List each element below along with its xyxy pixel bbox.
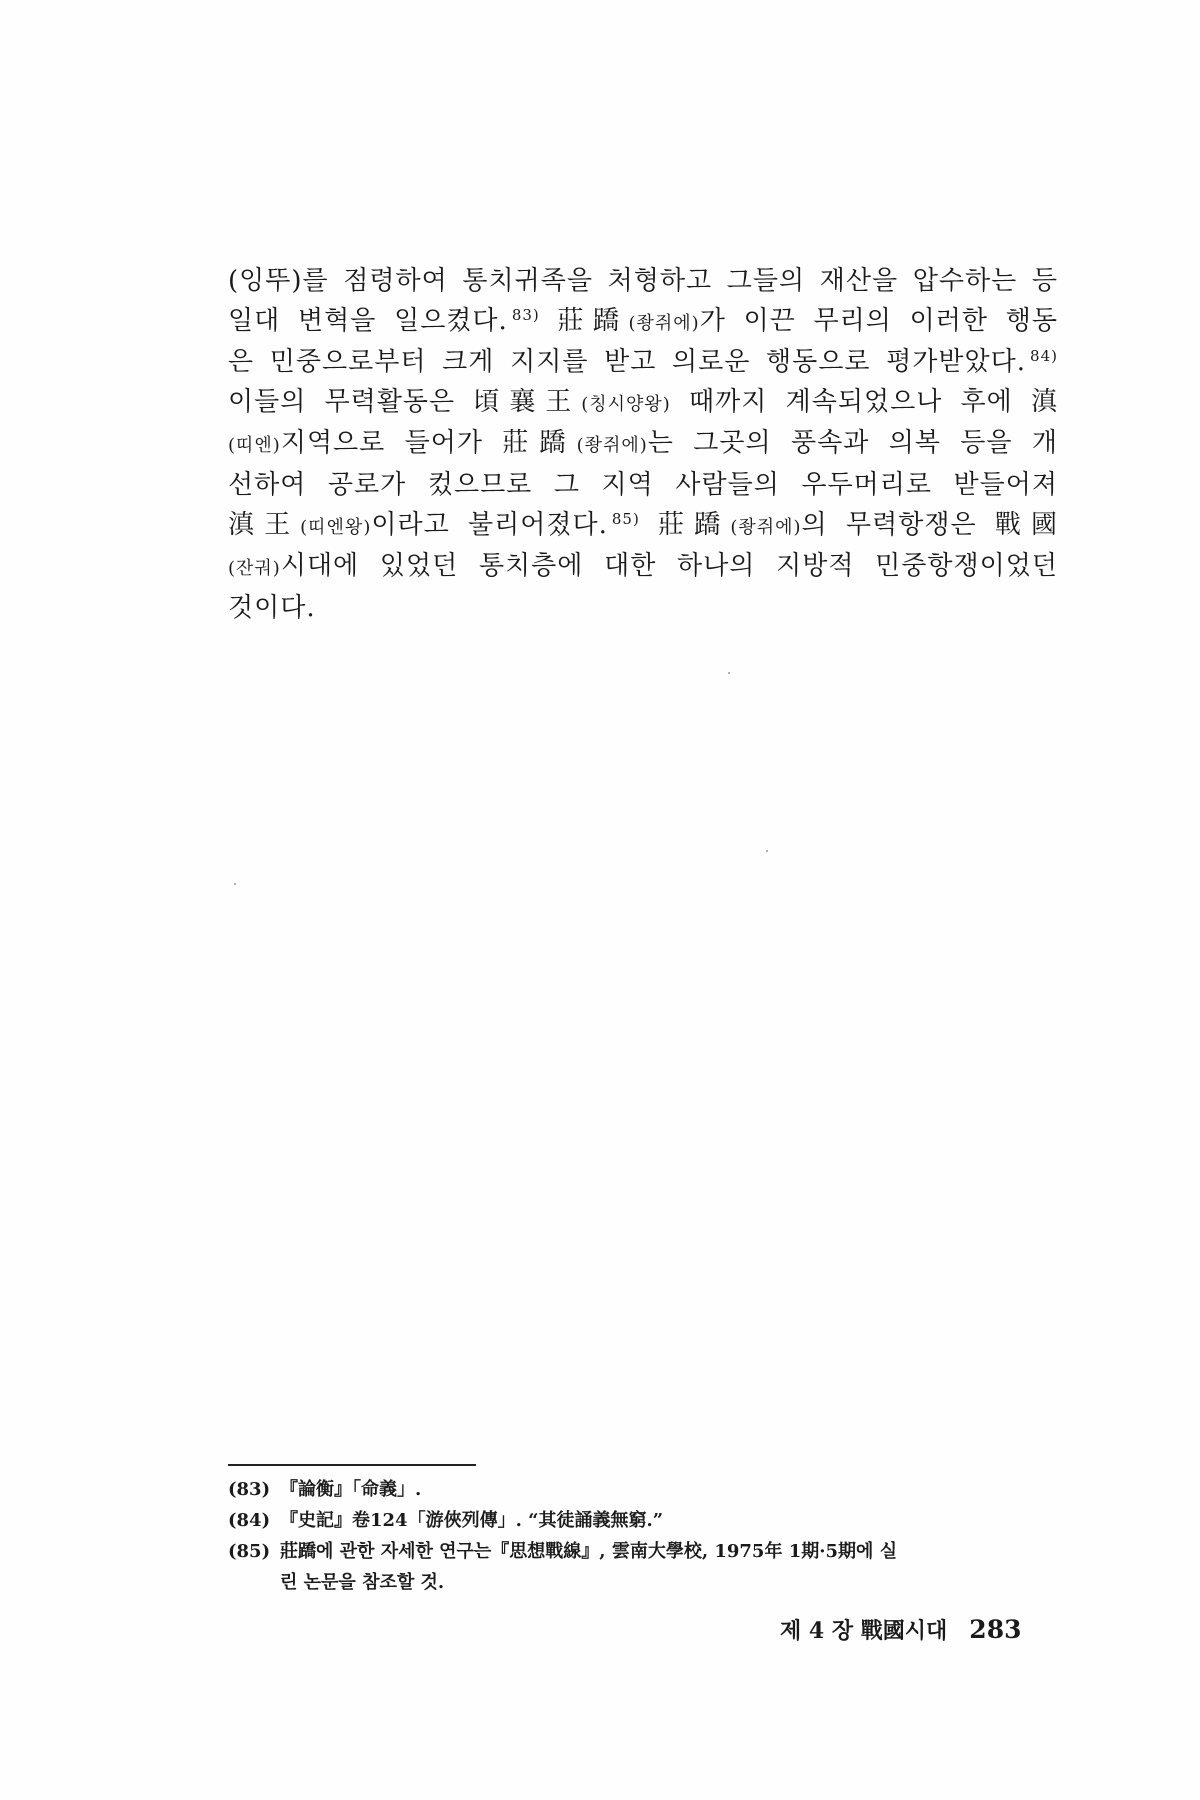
footnote-text: 『論衡』「命義」.	[280, 1479, 422, 1500]
body-text-4c: 때까지 계속되었으나 후에 滇	[670, 386, 1058, 417]
body-text-2: 일대 변혁을 일으켰다.	[228, 305, 508, 336]
body-text-7a: 滇王	[228, 509, 301, 540]
body-reading-7b: (띠엔왕)	[300, 516, 372, 538]
body-reading-2c: (좡쥐에)	[628, 312, 700, 334]
body-reading-5c: (좡쥐에)	[576, 435, 648, 457]
scan-speck	[234, 883, 236, 885]
footnote-ref-84[interactable]: 84)	[1030, 347, 1058, 366]
body-line-1	[228, 262, 1058, 302]
footnote-83	[228, 1474, 1058, 1505]
footnote-ref-83[interactable]: 83)	[511, 305, 540, 324]
body-line-7	[228, 506, 1058, 548]
body-line-2	[228, 302, 1058, 344]
body-text-1: (잉뚜)를 점령하여 통치귀족을 처형하고 그들의 재산을 압수하는 등	[228, 266, 1058, 296]
body-text-7f: 의 무력항쟁은 戰國	[801, 509, 1058, 540]
body-reading-5a: (띠엔)	[228, 435, 281, 457]
footnote-text: 莊蹻에 관한 자세한 연구는『思想戰線』, 雲南大學校, 1975年 1期·5期에 실	[280, 1541, 898, 1562]
body-text-9: 것이다.	[228, 592, 316, 623]
footnote-number: (83)	[228, 1479, 271, 1500]
body-text-6: 선하여 공로가 컸으므로 그 지역 사람들의 우두머리로 받들어져	[228, 469, 1058, 500]
body-line-6	[228, 466, 1058, 506]
body-line-9	[228, 589, 1058, 629]
body-text-7c: 이라고 불리어졌다.	[371, 509, 608, 540]
body-text-8b: 시대에 있었던 통치층에 대한 하나의 지방적 민중항쟁이었던	[280, 551, 1058, 582]
body-text-4a: 이들의 무력활동은 頃襄王	[228, 386, 582, 417]
body-text-5d: 는 그곳의 풍속과 의복 등을 개	[647, 428, 1059, 459]
chapter-title: 제 4 장 戰國시대	[780, 1618, 948, 1644]
footnote-ref-85[interactable]: 85)	[611, 509, 640, 528]
running-footer	[780, 1614, 1021, 1645]
scan-speck	[728, 672, 730, 674]
body-reading-7e: (좡쥐에)	[730, 516, 802, 538]
body-text-2b: 莊蹻	[557, 305, 629, 336]
footnote-number: (85)	[228, 1541, 271, 1562]
body-text-7d: 莊蹻	[639, 509, 731, 540]
body-line-4	[228, 383, 1058, 425]
body-text-2d: 가 이끈 무리의 이러한 행동	[699, 305, 1058, 336]
body-text-5b: 지역으로 들어가 莊蹻	[280, 428, 577, 459]
footnote-85	[228, 1536, 1058, 1567]
body-paragraph	[228, 262, 1058, 628]
body-line-3	[228, 343, 1058, 383]
footnote-85-continuation: 린 논문을 참조할 것.	[280, 1572, 445, 1593]
scan-speck	[766, 850, 768, 852]
footnote-divider	[228, 1464, 476, 1466]
body-reading-8a: (잔궈)	[228, 558, 281, 580]
footnote-text: 『史記』卷124「游俠列傳」. “其徒誦義無窮.”	[280, 1510, 664, 1531]
body-line-8	[228, 547, 1058, 589]
body-reading-4b: (칭시양왕)	[581, 393, 671, 415]
body-line-5	[228, 424, 1058, 466]
footnote-number: (84)	[228, 1510, 271, 1531]
footnote-84	[228, 1505, 1058, 1536]
footnotes	[228, 1474, 1058, 1598]
page-number: 283	[969, 1615, 1022, 1644]
body-text-3: 은 민중으로부터 크게 지지를 받고 의로운 행동으로 평가받았다.	[228, 347, 1027, 378]
